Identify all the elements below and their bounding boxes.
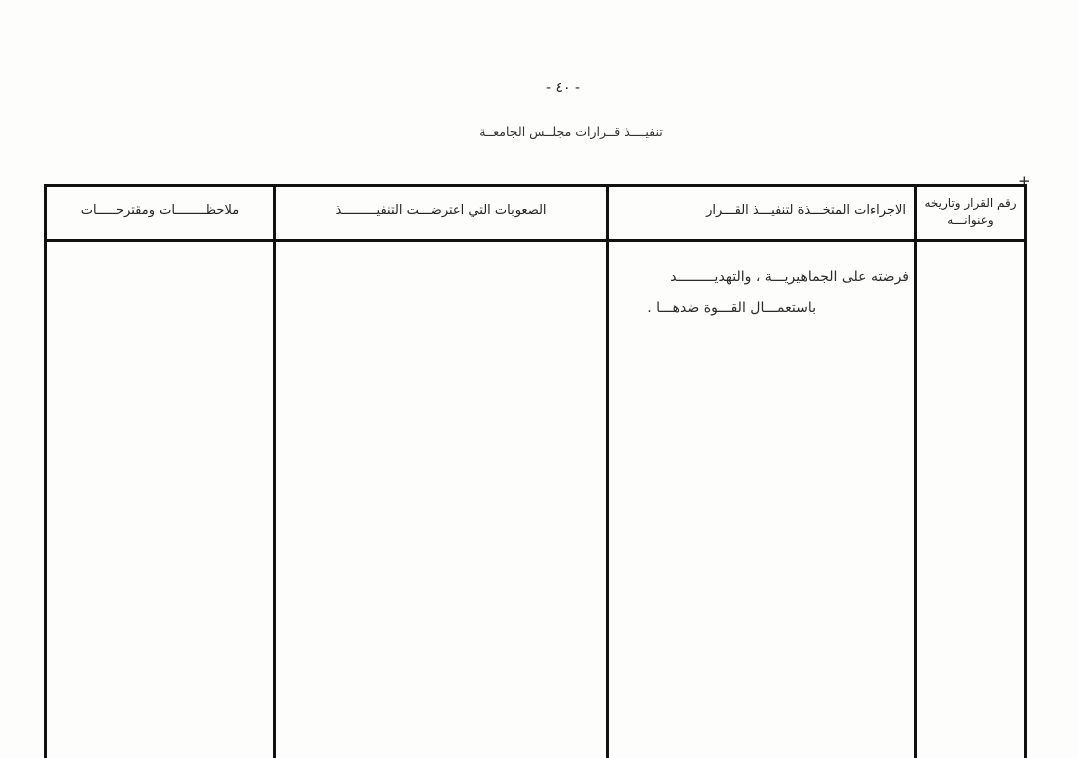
header-cell-decision-number-date-title — [914, 187, 1024, 242]
actions-text-line-1: فرضته على الجماهيريـــة ، والتهديـــــــــد — [670, 269, 909, 285]
header-decision-line-2: وعنوانـــه — [947, 213, 994, 227]
header-decision-line-1: رقم القرار وتاريخه — [924, 196, 1017, 210]
header-cell-difficulties: الصعوبات التي اعترضـــت التنفيـــــــــذ — [273, 187, 606, 242]
body-cell-decision — [914, 242, 1024, 758]
scan-plus-mark: + — [1018, 172, 1031, 190]
header-cell-actions-taken: الاجراءات المتخـــذة لتنفيـــذ القـــرار — [606, 187, 914, 242]
body-cell-actions-taken — [606, 242, 914, 758]
body-cell-remarks — [47, 242, 273, 758]
page-number: - ٤٠ - — [545, 80, 581, 96]
decisions-implementation-table — [44, 184, 1027, 758]
actions-text-line-2: باستعمـــال القـــوة ضدهـــا . — [647, 300, 816, 316]
header-cell-remarks-suggestions: ملاحظــــــــات ومقترحـــــات — [47, 187, 273, 242]
body-cell-difficulties — [273, 242, 606, 758]
document-title: تنفيــــذ قــرارات مجلــس الجامعــة — [479, 124, 663, 139]
